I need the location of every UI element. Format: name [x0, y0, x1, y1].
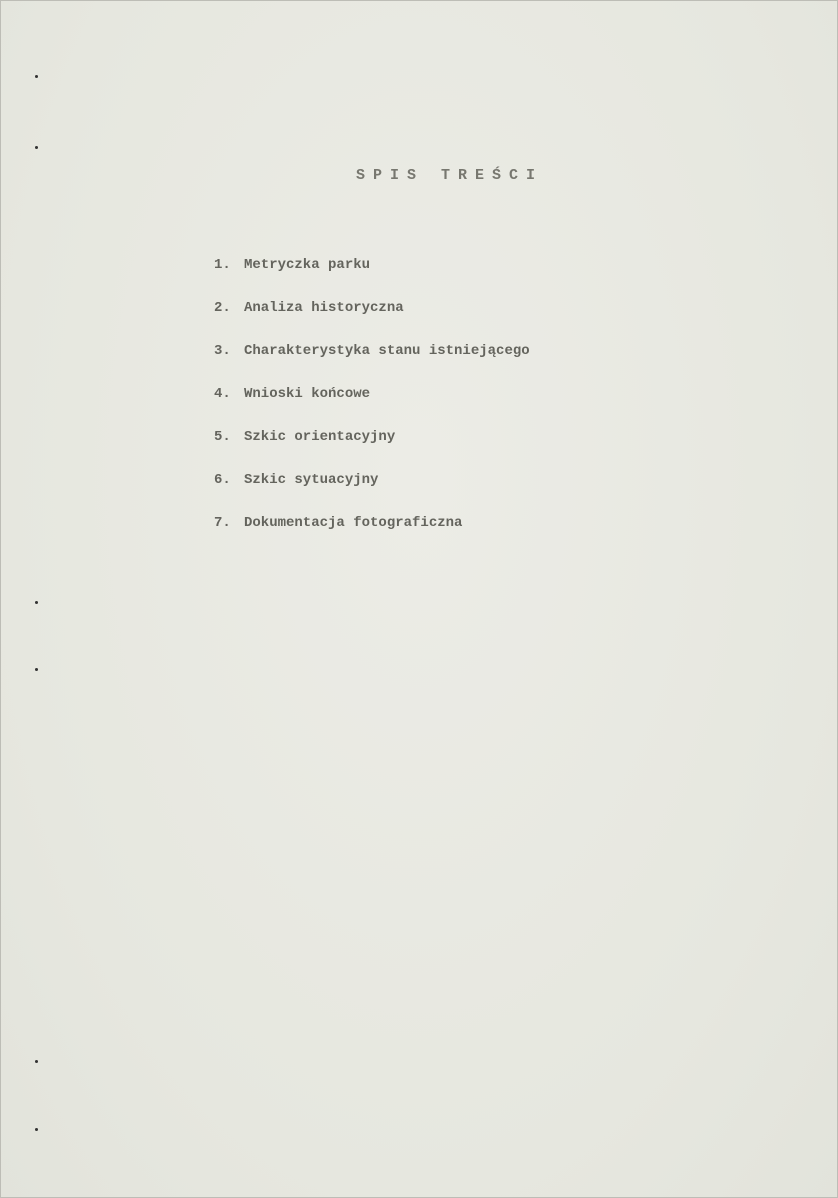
toc-number: 5. [214, 429, 231, 445]
toc-number: 6. [214, 472, 231, 488]
toc-item [214, 472, 378, 488]
toc-label: Szkic sytuacyjny [244, 472, 379, 488]
toc-label: Wnioski końcowe [244, 386, 371, 402]
toc-label: Analiza historyczna [244, 300, 404, 316]
toc-number: 7. [214, 515, 231, 531]
binding-hole-mark [35, 1128, 38, 1131]
toc-number: 2. [214, 300, 231, 316]
binding-hole-mark [35, 1060, 38, 1063]
binding-hole-mark [35, 601, 38, 604]
binding-hole-mark [35, 668, 38, 671]
binding-hole-mark [35, 75, 38, 78]
toc-item [214, 386, 370, 402]
toc-number: 1. [214, 257, 231, 273]
binding-hole-mark [35, 146, 38, 149]
toc-item [214, 515, 462, 531]
toc-item [214, 257, 370, 273]
toc-item [214, 300, 404, 316]
toc-label: Charakterystyka stanu istniejącego [244, 343, 530, 359]
toc-item [214, 343, 530, 359]
toc-label: Metryczka parku [244, 257, 371, 273]
toc-number: 4. [214, 386, 231, 402]
toc-item [214, 429, 395, 445]
toc-label: Dokumentacja fotograficzna [244, 515, 463, 531]
page-title: SPIS TREŚCI [356, 167, 544, 184]
toc-number: 3. [214, 343, 231, 359]
toc-label: Szkic orientacyjny [244, 429, 396, 445]
